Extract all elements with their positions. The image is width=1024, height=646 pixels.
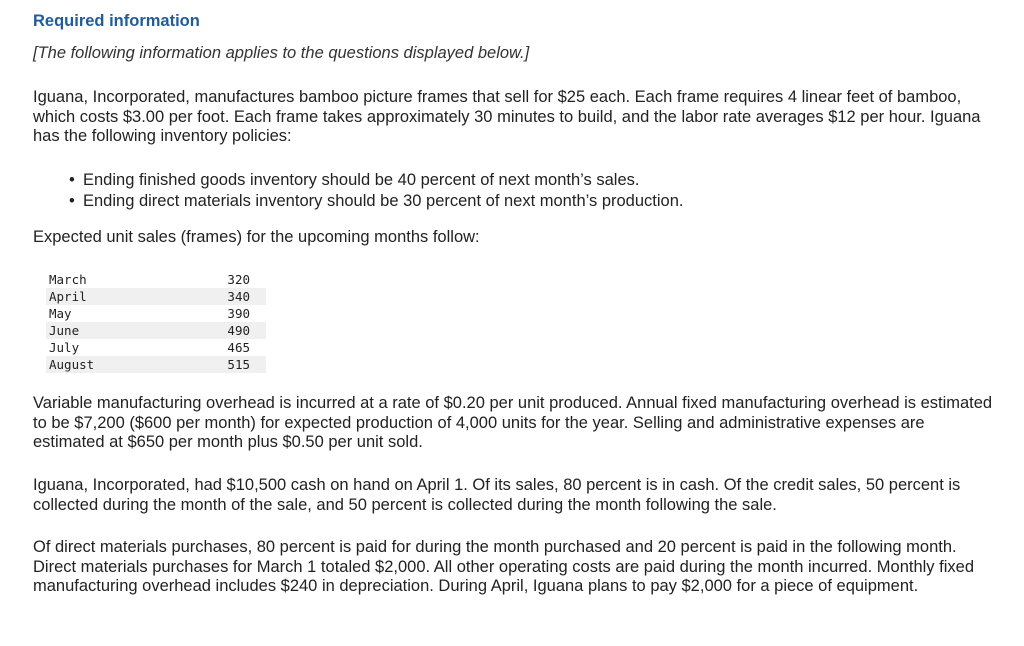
cash-collections-paragraph: Iguana, Incorporated, had $10,500 cash on hand on April 1. Of its sales, 80 percent is in cash. Of the credit sales, 50 percent is collected during the month of the sale, and 50 percent is collected during the month following the sale. [33,476,961,514]
month-cell: July [49,340,80,355]
month-cell: March [49,272,87,287]
table-row [46,288,266,305]
month-cell: June [46,322,202,339]
company-description-paragraph: Iguana, Incorporated, manufactures bamboo picture frames that sell for $25 each. Each frame requires 4 linear feet of bamboo, which costs $3.00 per foot. Each frame takes approximately 30 minutes to build, and the labor rate averages $12 per hour. Iguana has the following inventory policies: [33,88,981,145]
units-cell: 490 [202,322,266,339]
expected-sales-table [46,271,266,373]
purchases-payments-paragraph: Of direct materials purchases, 80 percent is paid for during the month purchased and 20 percent is paid in the following month. Direct materials purchases for March 1 totaled $2,000. All other operating costs are paid during the month incurred. Monthly fixed manufacturing overhead includes $240 in depreciation. During April, Iguana plans to pay $2,000 for a piece of equipment. [33,538,974,595]
overhead-paragraph: Variable manufacturing overhead is incurred at a rate of $0.20 per unit produced. Annual fixed manufacturing overhead is estimated to be $7,200 ($600 per month) for expected production of 4,000 units for the year. Selling and administrative expenses are estimated at $650 per month plus $0.50 per unit sold. [33,394,993,451]
month-cell: April [46,288,202,305]
table-row [46,356,266,373]
month-cell: May [49,306,72,321]
intro-note: [The following information applies to the questions displayed below.] [33,44,530,62]
inventory-policies-list [69,170,683,211]
table-row [46,305,266,322]
units-cell: 390 [227,306,250,321]
units-cell: 465 [227,340,250,355]
units-cell: 340 [202,288,266,305]
table-row [46,271,266,288]
list-item: • Ending finished goods inventory should be 40 percent of next month’s sales. [69,170,683,191]
sales-intro-text: Expected unit sales (frames) for the upcoming months follow: [33,228,480,246]
list-item: • Ending direct materials inventory should be 30 percent of next month’s production. [69,191,683,212]
table-row [46,339,266,356]
table-row [46,322,266,339]
month-cell: August [46,356,202,373]
required-information-heading: Required information [33,12,200,30]
units-cell: 320 [227,272,250,287]
units-cell: 515 [202,356,266,373]
